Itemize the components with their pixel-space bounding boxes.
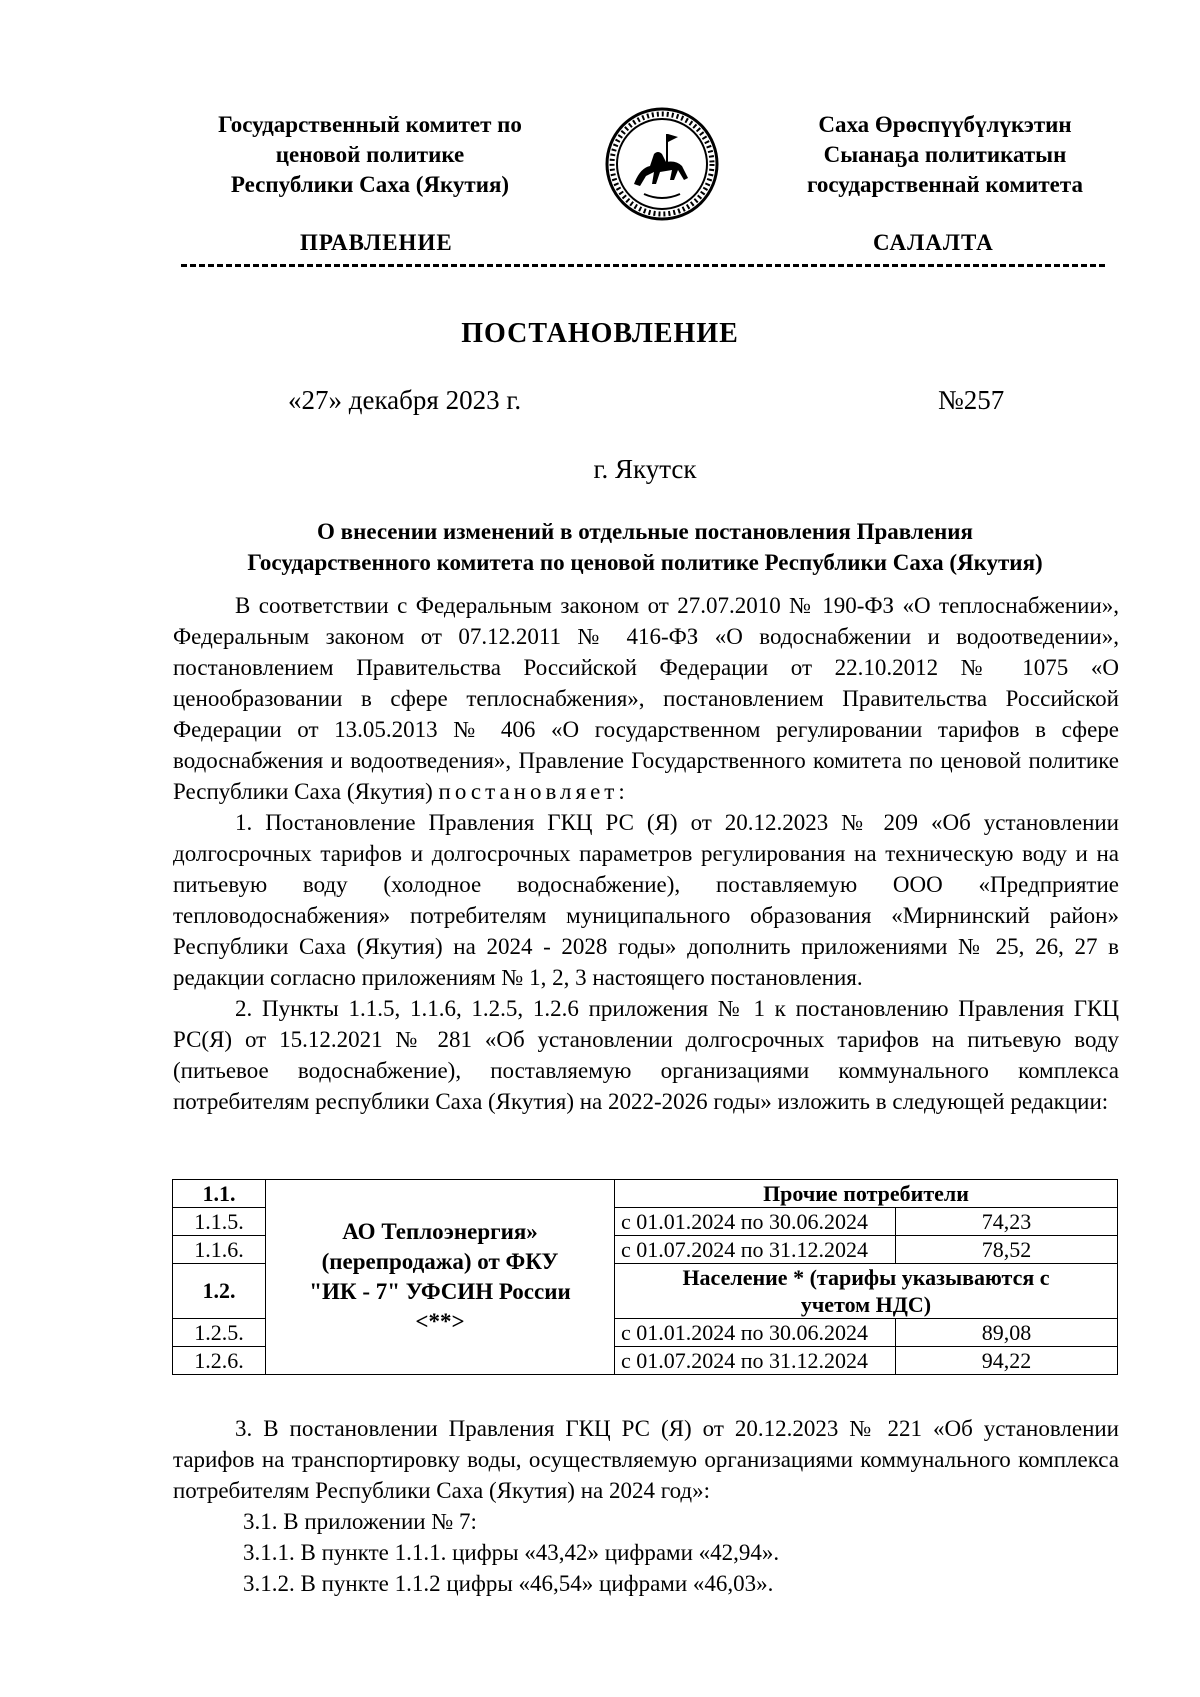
organization-line: "ИК - 7" УФСИН России	[309, 1279, 571, 1304]
paragraph-3-1: 3.1. В приложении № 7:	[243, 1509, 477, 1534]
row-number: 1.2.5.	[173, 1319, 266, 1347]
board-label-sakha: САЛАЛТА	[873, 230, 994, 255]
tariff-value: 89,08	[896, 1319, 1118, 1347]
section-header-line: учетом НДС)	[800, 1292, 932, 1317]
committee-name-sakha-line: государственнай комитета	[807, 172, 1083, 197]
document-title: ПОСТАНОВЛЕНИЕ	[461, 318, 739, 349]
period-cell: с 01.07.2024 по 31.12.2024	[615, 1347, 896, 1375]
period-cell: с 01.01.2024 по 30.06.2024	[615, 1208, 896, 1236]
document-subject-line: О внесении изменений в отдельные постановления Правления	[317, 519, 973, 544]
paragraph-3: 3. В постановлении Правления ГКЦ РС (Я) от 20.12.2023 № 221 «Об установлении тарифов на транспортировку воды, осуществляемую организациями коммунального комплекса потребителям Республики Саха (Якутия) на 2024 год»:	[173, 1416, 1119, 1503]
tariff-value: 74,23	[896, 1208, 1118, 1236]
period-cell: с 01.07.2024 по 31.12.2024	[615, 1236, 896, 1264]
paragraph-3-1-1: 3.1.1. В пункте 1.1.1. цифры «43,42» цифрами «42,94».	[243, 1540, 780, 1565]
row-number: 1.1.5.	[173, 1208, 266, 1236]
paragraph-1: 1. Постановление Правления ГКЦ РС (Я) от 20.12.2023 № 209 «Об установлении долгосрочных тарифов и долгосрочных параметров регулирования на техническую воду и на питьевую воду (холодное водоснабжение), поставляемую ООО «Предприятие тепловодоснабжения» потребителям муниципального образования «Мирнинский район» Республики Саха (Якутия) на 2024 - 2028 годы» дополнить приложениями № 25, 26, 27 в редакции согласно приложениям № 1, 2, 3 настоящего постановления.	[173, 810, 1119, 990]
document-body	[173, 590, 1119, 1117]
paragraph-2: 2. Пункты 1.1.5, 1.1.6, 1.2.5, 1.2.6 приложения № 1 к постановлению Правления ГКЦ РС(Я) от 15.12.2021 № 281 «Об установлении долгосрочных тарифов на питьевую воду (питьевое водоснабжение), поставляемую организациями коммунального комплекса потребителям республики Саха (Якутия) на 2022-2026 годы» изложить в следующей редакции:	[173, 996, 1119, 1114]
section-header-line: Население * (тарифы указываются с	[682, 1265, 1050, 1290]
republic-emblem-icon	[604, 106, 720, 222]
tariff-table	[172, 1179, 1118, 1375]
section-header-other: Прочие потребители	[615, 1180, 1118, 1208]
document-date: «27» декабря 2023 г.	[288, 385, 522, 415]
organization-cell	[266, 1180, 615, 1375]
paragraph-3-1-2: 3.1.2. В пункте 1.1.2 цифры «46,54» цифрами «46,03».	[243, 1571, 774, 1596]
document-number: №257	[938, 385, 1005, 415]
row-number: 1.2.6.	[173, 1347, 266, 1375]
header-divider	[181, 264, 1105, 267]
tariff-value: 94,22	[896, 1347, 1118, 1375]
document-city: г. Якутск	[593, 454, 697, 484]
intro-paragraph	[173, 590, 1119, 807]
committee-name-sakha	[760, 110, 1130, 200]
committee-name-ru-line: ценовой политике	[275, 142, 465, 167]
row-number: 1.2.	[173, 1264, 266, 1319]
organization-line: <**>	[415, 1309, 465, 1334]
table-row	[173, 1180, 1118, 1208]
row-number: 1.1.6.	[173, 1236, 266, 1264]
intro-text: В соответствии с Федеральным законом от 27.07.2010 № 190-ФЗ «О теплоснабжении», Федеральным законом от 07.12.2011 № 416-ФЗ «О водоснабжении и водоотведении», постановлением Правительства Российской Федерации от 22.10.2012 № 1075 «О ценообразовании в сфере теплоснабжения», постановлением Правительства Российской Федерации от 13.05.2013 № 406 «О государственном регулировании тарифов в сфере водоснабжения и водоотведения», Правление Государственного комитета по ценовой политике Республики Саха (Якутия)	[173, 593, 1119, 804]
section-header-population	[615, 1264, 1118, 1319]
committee-name-ru	[180, 110, 560, 200]
board-label-ru: ПРАВЛЕНИЕ	[300, 230, 453, 255]
committee-name-sakha-line: Саха Өрөспүүбүлүкэтин	[818, 112, 1072, 137]
committee-name-ru-line: Государственный комитет по	[218, 112, 522, 137]
committee-name-sakha-line: Сыанаҕа политикатын	[823, 142, 1067, 167]
section-3	[173, 1413, 1119, 1599]
period-cell: с 01.01.2024 по 30.06.2024	[615, 1319, 896, 1347]
organization-line: (перепродажа) от ФКУ	[321, 1249, 559, 1274]
document-subject	[200, 516, 1090, 578]
tariff-value: 78,52	[896, 1236, 1118, 1264]
committee-name-ru-line: Республики Саха (Якутия)	[230, 172, 510, 197]
organization-line: АО Теплоэнергия»	[342, 1219, 538, 1244]
intro-verb: постановляет:	[438, 779, 629, 804]
row-number: 1.1.	[173, 1180, 266, 1208]
document-subject-line: Государственного комитета по ценовой политике Республики Саха (Якутия)	[247, 550, 1043, 575]
